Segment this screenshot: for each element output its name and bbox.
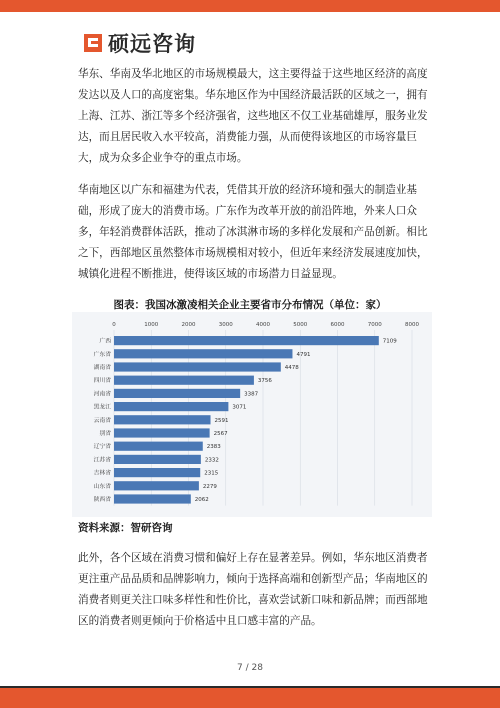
- x-tick-label: 6000: [330, 322, 345, 328]
- bar: [114, 362, 281, 371]
- bar: [114, 415, 211, 424]
- bar: [114, 455, 201, 464]
- bottom-accent-bar: [0, 688, 500, 708]
- source-label: 资料来源：智研咨询: [78, 522, 173, 534]
- value-label: 7109: [382, 338, 397, 345]
- x-tick-label: 2000: [181, 322, 196, 328]
- value-label: 4791: [296, 351, 311, 358]
- category-label: 山东省: [93, 483, 111, 490]
- value-label: 2279: [202, 483, 217, 490]
- bar: [114, 442, 203, 451]
- category-label: 云南省: [93, 417, 111, 424]
- value-label: 2062: [194, 497, 209, 503]
- value-label: 3387: [244, 391, 259, 398]
- x-tick-label: 3000: [218, 322, 233, 328]
- bar: [114, 402, 228, 411]
- logo-text: 硕远咨询: [108, 32, 196, 56]
- category-label: 广西: [99, 338, 111, 345]
- category-label: 四川省: [93, 378, 111, 385]
- value-label: 2332: [204, 457, 219, 464]
- x-tick-label: 0: [112, 322, 116, 328]
- category-label: 吉林省: [93, 470, 111, 477]
- value-label: 2315: [204, 470, 219, 477]
- x-tick-label: 4000: [256, 322, 270, 328]
- x-tick-label: 5000: [293, 322, 308, 328]
- category-label: 湖南省: [93, 365, 111, 371]
- category-label: 江苏省: [93, 457, 111, 464]
- bar: [114, 389, 240, 398]
- value-label: 2567: [213, 431, 228, 437]
- category-label: 广东省: [93, 351, 111, 358]
- value-label: 2591: [214, 417, 229, 424]
- x-tick-label: 8000: [405, 322, 419, 328]
- value-label: 2383: [206, 444, 221, 451]
- value-label: 3756: [257, 378, 272, 385]
- logo-icon: [84, 34, 102, 52]
- category-label: 陕西省: [93, 497, 111, 503]
- paragraph-south-region: 华南地区以广东和福建为代表，凭借其开放的经济环境和强大的制造业基础，形成了庞大的消费市场。广东作为改革开放的前沿阵地，外来人口众多，年轻消费群体活跃，推动了冰淇淋市场的多样化发展和产品创新。相比之下，西部地区虽然整体市场规模相对较小，但近年来经济发展速度加快，城镇化进程不断推进，使得该区域的市场潜力日益显现。: [78, 184, 428, 280]
- bar-chart: [72, 312, 432, 517]
- value-label: 3071: [232, 404, 247, 411]
- bar: [114, 481, 199, 490]
- category-label: 别省: [99, 431, 111, 437]
- bar: [114, 468, 200, 477]
- value-label: 4478: [284, 365, 299, 371]
- bar: [114, 349, 292, 358]
- x-tick-label: 1000: [144, 322, 159, 328]
- company-logo: [84, 28, 196, 58]
- chart-title: 图表：我国冰激凌相关企业主要省市分布情况（单位：家）: [113, 299, 387, 311]
- category-label: 黑龙江: [93, 404, 111, 411]
- bar: [114, 494, 191, 503]
- top-accent-bar: [0, 0, 500, 12]
- page-number: 7 / 28: [237, 663, 263, 673]
- bar: [114, 428, 210, 437]
- category-label: 河南省: [93, 391, 111, 398]
- category-label: 辽宁省: [93, 444, 111, 451]
- bar-chart-svg: [72, 312, 432, 517]
- x-tick-label: 7000: [367, 322, 382, 328]
- paragraph-east-region: 华东、华南及华北地区的市场规模最大，这主要得益于这些地区经济的高度发达以及人口的高度密集。华东地区作为中国经济最活跃的区域之一，拥有上海、江苏、浙江等多个经济强省，这些地区不仅工业基础雄厚，服务业发达，而且居民收入水平较高，消费能力强，从而使得该地区的市场容量巨大，成为众多企业争夺的重点市场。: [78, 68, 428, 164]
- paragraph-consumer-habits: 此外，各个区域在消费习惯和偏好上存在显著差异。例如，华东地区消费者更注重产品品质和品牌影响力，倾向于选择高端和创新型产品；华南地区的消费者则更关注口味多样性和性价比，喜欢尝试新口味和新品牌；而西部地区的消费者则更倾向于价格适中且口感丰富的产品。: [78, 552, 428, 627]
- bar: [114, 336, 379, 345]
- bar: [114, 376, 254, 385]
